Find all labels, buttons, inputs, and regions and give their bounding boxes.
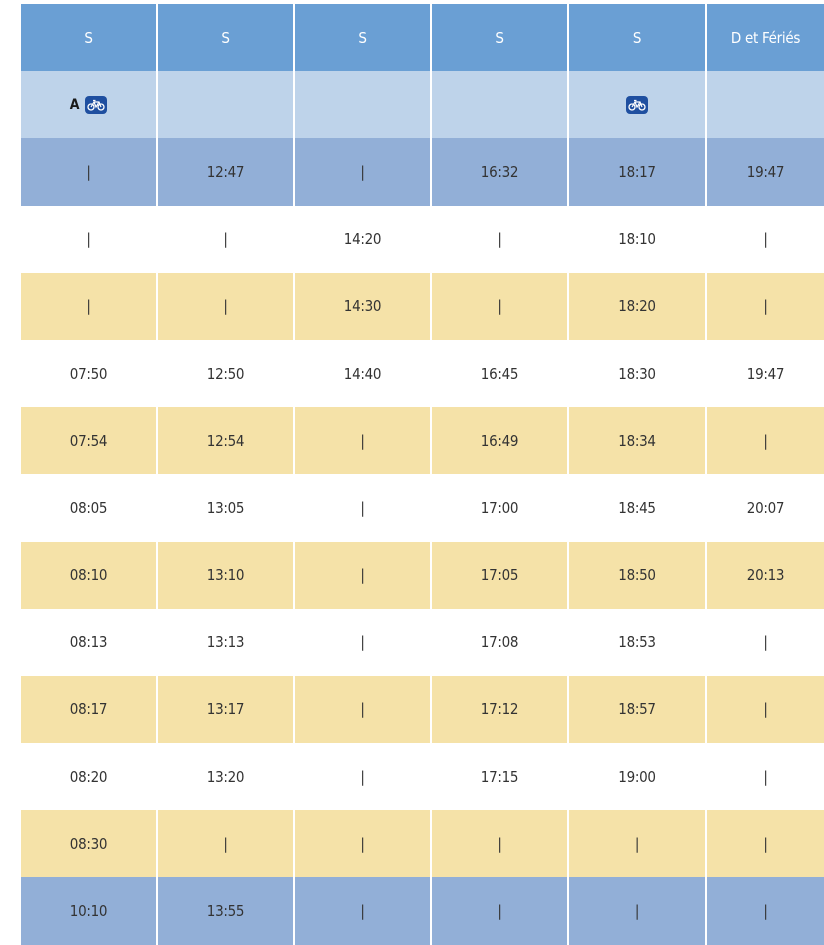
header-cell: D et Fériés (706, 4, 824, 71)
time-cell: | (157, 810, 294, 877)
timetable-row (21, 877, 824, 944)
time-cell: 17:08 (431, 609, 568, 676)
time-cell: | (706, 877, 824, 944)
time-cell: 12:50 (157, 340, 294, 407)
time-cell: 12:54 (157, 407, 294, 474)
time-cell: 20:07 (706, 474, 824, 541)
info-cell (21, 71, 157, 138)
info-row (21, 71, 824, 138)
time-cell: | (294, 609, 431, 676)
time-cell: 08:17 (21, 676, 157, 743)
time-cell: 14:30 (294, 273, 431, 340)
time-cell: 13:55 (157, 877, 294, 944)
time-cell: | (21, 273, 157, 340)
time-cell: 13:20 (157, 743, 294, 810)
time-cell: | (706, 407, 824, 474)
time-cell: 17:00 (431, 474, 568, 541)
timetable-row (21, 138, 824, 205)
info-cell (568, 71, 706, 138)
time-cell: 19:47 (706, 340, 824, 407)
time-cell: | (294, 743, 431, 810)
timetable (21, 4, 824, 945)
time-cell: | (157, 206, 294, 273)
header-cell: S (568, 4, 706, 71)
time-cell: | (21, 138, 157, 205)
time-cell: 18:10 (568, 206, 706, 273)
timetable-row (21, 407, 824, 474)
timetable-row (21, 273, 824, 340)
time-cell: 07:54 (21, 407, 157, 474)
info-cell (706, 71, 824, 138)
time-cell: 18:34 (568, 407, 706, 474)
time-cell: | (431, 273, 568, 340)
note-label: A (69, 97, 80, 114)
time-cell: | (294, 138, 431, 205)
time-cell: 17:05 (431, 542, 568, 609)
time-cell: | (157, 273, 294, 340)
header-row (21, 4, 824, 71)
time-cell: | (294, 676, 431, 743)
time-cell: | (706, 743, 824, 810)
time-cell: 08:13 (21, 609, 157, 676)
time-cell: 12:47 (157, 138, 294, 205)
time-cell: | (294, 810, 431, 877)
time-cell: 14:40 (294, 340, 431, 407)
time-cell: | (294, 542, 431, 609)
time-cell: | (568, 810, 706, 877)
timetable-row (21, 542, 824, 609)
header-cell: S (431, 4, 568, 71)
time-cell: 17:12 (431, 676, 568, 743)
time-cell: 14:20 (294, 206, 431, 273)
timetable-row (21, 340, 824, 407)
time-cell: 08:05 (21, 474, 157, 541)
time-cell: 18:50 (568, 542, 706, 609)
time-cell: 13:05 (157, 474, 294, 541)
timetable-body (21, 138, 824, 944)
time-cell: | (568, 877, 706, 944)
time-cell: 16:32 (431, 138, 568, 205)
info-cell (431, 71, 568, 138)
header-cell: S (294, 4, 431, 71)
time-cell: 08:10 (21, 542, 157, 609)
bicycle-icon (85, 96, 107, 114)
time-cell: 16:49 (431, 407, 568, 474)
timetable-row (21, 474, 824, 541)
time-cell: 18:45 (568, 474, 706, 541)
time-cell: 10:10 (21, 877, 157, 944)
time-cell: | (294, 407, 431, 474)
time-cell: | (706, 676, 824, 743)
timetable-row (21, 206, 824, 273)
time-cell: 17:15 (431, 743, 568, 810)
time-cell: | (706, 273, 824, 340)
bicycle-icon (626, 96, 648, 114)
time-cell: 07:50 (21, 340, 157, 407)
time-cell: 18:20 (568, 273, 706, 340)
time-cell: | (706, 206, 824, 273)
time-cell: 19:47 (706, 138, 824, 205)
time-cell: | (706, 810, 824, 877)
time-cell: 20:13 (706, 542, 824, 609)
header-cell: S (157, 4, 294, 71)
time-cell: 08:30 (21, 810, 157, 877)
time-cell: 16:45 (431, 340, 568, 407)
time-cell: 18:17 (568, 138, 706, 205)
info-cell (294, 71, 431, 138)
info-cell (157, 71, 294, 138)
time-cell: 18:57 (568, 676, 706, 743)
time-cell: | (21, 206, 157, 273)
timetable-row (21, 609, 824, 676)
time-cell: 08:20 (21, 743, 157, 810)
time-cell: | (294, 474, 431, 541)
time-cell: | (431, 810, 568, 877)
time-cell: | (431, 206, 568, 273)
time-cell: 13:10 (157, 542, 294, 609)
time-cell: 13:17 (157, 676, 294, 743)
time-cell: 18:53 (568, 609, 706, 676)
time-cell: | (706, 609, 824, 676)
timetable-row (21, 676, 824, 743)
time-cell: 19:00 (568, 743, 706, 810)
timetable-row (21, 810, 824, 877)
timetable-row (21, 743, 824, 810)
time-cell: | (294, 877, 431, 944)
time-cell: | (431, 877, 568, 944)
time-cell: 18:30 (568, 340, 706, 407)
time-cell: 13:13 (157, 609, 294, 676)
header-cell: S (21, 4, 157, 71)
